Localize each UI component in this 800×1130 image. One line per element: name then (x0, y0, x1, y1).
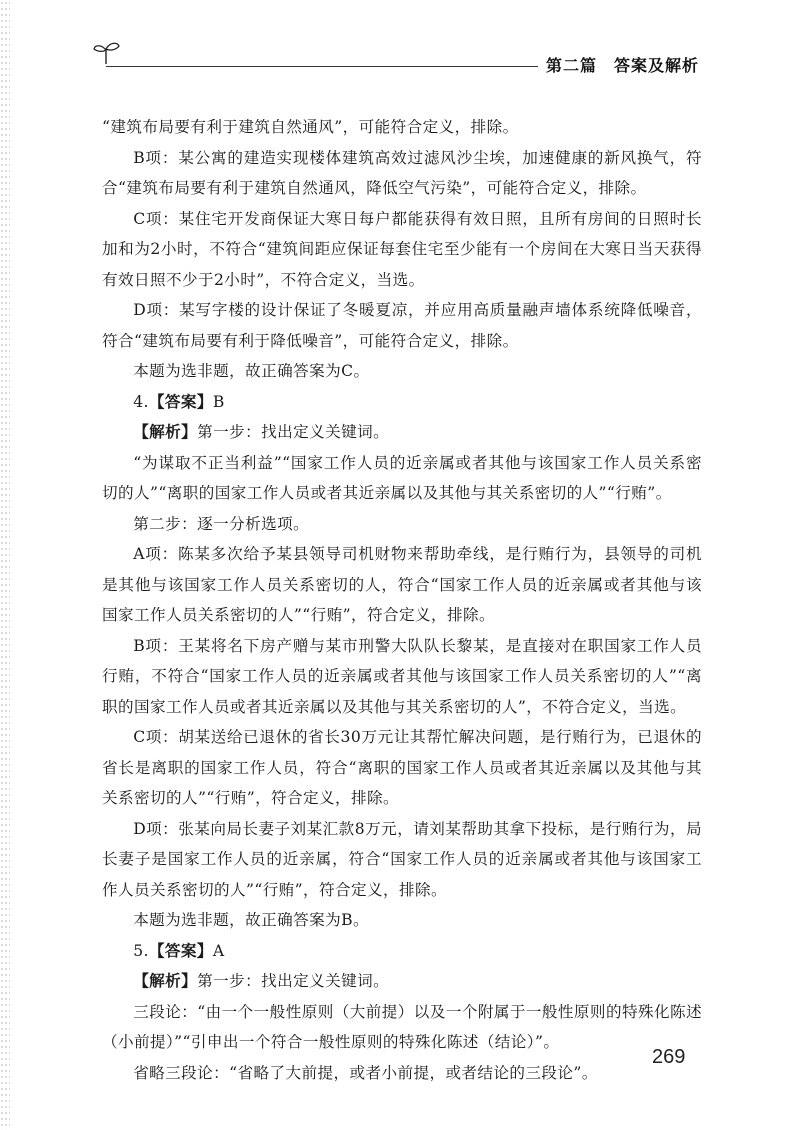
paragraph: 省略三段论：“省略了大前提，或者小前提，或者结论的三段论”。 (133, 1063, 598, 1082)
paragraph: C项：胡某送给已退休的省长30万元让其帮忙解决问题，是行贿行为，已退休的省长是离职的国家工作人员，符合“离职的国家工作人员或者其近亲属以及其他与其关系密切的人”“行贿”，符合定义，排除。 (102, 728, 702, 807)
paragraph: “建筑布局要有利于建筑自然通风”，可能符合定义，排除。 (102, 118, 519, 136)
answer-value: A (212, 941, 225, 960)
scan-edge-noise (0, 0, 10, 1130)
sprout-icon (92, 40, 122, 66)
question-4-answer (102, 387, 702, 418)
analysis-label: 【解析】 (133, 972, 198, 990)
paragraph: 本题为选非题，故正确答案为C。 (133, 362, 370, 380)
analysis-label: 【解析】 (133, 423, 198, 441)
paragraph: 三段论：“由一个一般性原则（大前提）以及一个附属于一般性原则的特殊化陈述（小前提）”“引申出一个符合一般性原则的特殊化陈述（结论）”。 (102, 1002, 702, 1051)
answer-text (102, 112, 702, 1088)
analysis-text: 第一步：找出定义关键词。 (197, 972, 390, 990)
question-5-analysis (102, 966, 702, 997)
paragraph: A项：陈某多次给予某县领导司机财物来帮助牵线，是行贿行为，县领导的司机是其他与该国家工作人员关系密切的人，符合“国家工作人员的近亲属或者其他与该国家工作人员关系密切的人”“行贿”，符合定义，排除。 (102, 545, 702, 624)
analysis-text: 第一步：找出定义关键词。 (197, 423, 390, 441)
paragraph: D项：张某向局长妻子刘某汇款8万元，请刘某帮助其拿下投标，是行贿行为，局长妻子是国家工作人员的近亲属，符合“国家工作人员的近亲属或者其他与该国家工作人员关系密切的人”“行贿”，符合定义，排除。 (102, 819, 702, 899)
paragraph: B项：王某将名下房产赠与某市刑警大队队长黎某，是直接对在职国家工作人员行贿，不符合“国家工作人员的近亲属或者其他与该国家工作人员关系密切的人”“离职的国家工作人员或者其近亲属以及其他与其关系密切的人”，不符合定义，当选。 (102, 636, 702, 716)
page-number: 269 (652, 1046, 686, 1068)
paragraph: 第二步：逐一分析选项。 (133, 514, 310, 533)
paragraph: B项：某公寓的建造实现楼体建筑高效过滤风沙尘埃，加速健康的新风换气，符合“建筑布局要有利于建筑自然通风，降低空气污染”，可能符合定义，排除。 (102, 148, 702, 197)
paragraph: D项：某写字楼的设计保证了冬暖夏凉，并应用高质量融声墙体系统降低噪音，符合“建筑布局要有利于降低噪音”，可能符合定义，排除。 (102, 301, 702, 350)
answer-value: B (212, 392, 225, 411)
answer-label: 【答案】 (148, 941, 213, 960)
question-number: 5. (133, 941, 149, 960)
answer-label: 【答案】 (148, 392, 213, 411)
question-number: 4. (133, 392, 149, 411)
paragraph: C项：某住宅开发商保证大寒日每户都能获得有效日照，且所有房间的日照时长加和为2小时，不符合“建筑间距应保证每套住宅至少能有一个房间在大寒日当天获得有效日照不少于2小时”，不符合定义，当选。 (102, 209, 702, 289)
question-5-answer (102, 936, 702, 967)
question-4-analysis (102, 417, 702, 448)
paragraph: 本题为选非题，故正确答案为B。 (133, 911, 369, 929)
section-title: 第二篇 答案及解析 (546, 56, 700, 75)
paragraph: “为谋取不正当利益”“国家工作人员的近亲属或者其他与该国家工作人员关系密切的人”“离职的国家工作人员或者其近亲属以及其他与其关系密切的人”“行贿”。 (102, 453, 702, 502)
header-rule (106, 66, 538, 67)
